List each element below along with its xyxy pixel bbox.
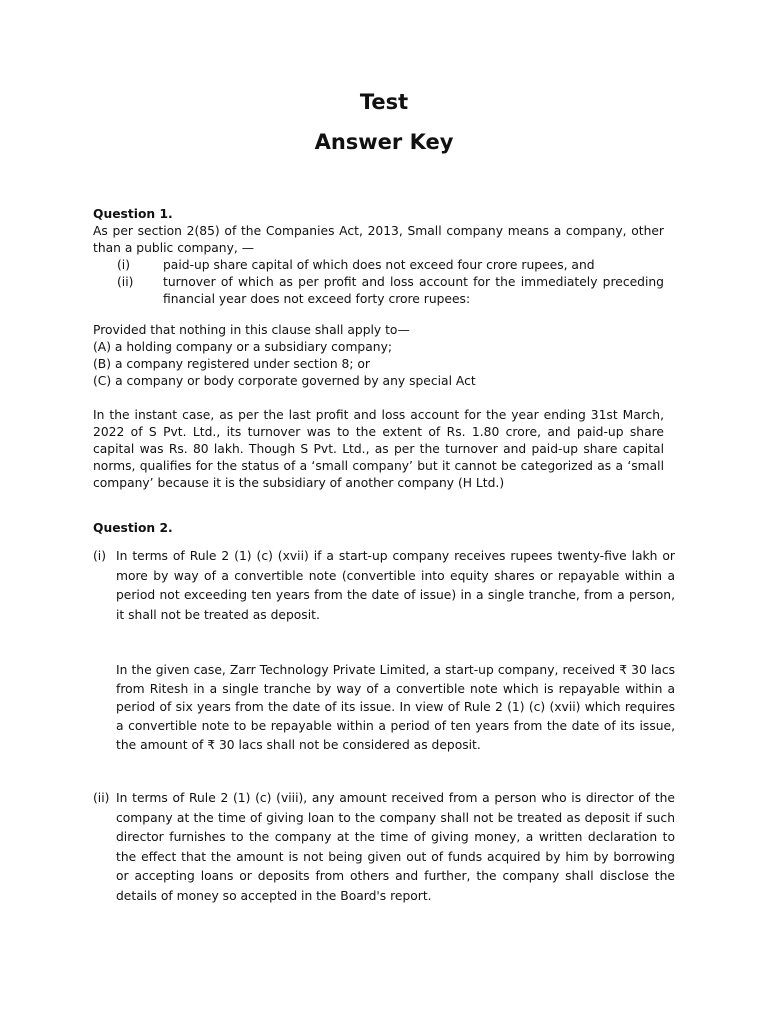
question-1 — [93, 206, 664, 308]
document-title: Test — [359, 90, 409, 114]
proviso-intro: Provided that nothing in this clause shall apply to— — [93, 323, 410, 337]
question-2-heading: Question 2. — [93, 521, 173, 535]
clause-row — [93, 274, 664, 308]
clause-row — [93, 257, 664, 274]
question-2-part-i — [93, 547, 675, 625]
clause-text: paid-up share capital of which does not exceed four crore rupees, and — [163, 258, 595, 272]
proviso — [93, 322, 664, 390]
clause-text: turnover of which as per profit and loss account for the immediately preceding financial year does not exceed forty crore rupees: — [163, 275, 664, 306]
part-number: (ii) — [93, 791, 110, 805]
clause-number: (ii) — [117, 275, 134, 289]
document-subtitle: Answer Key — [314, 130, 454, 154]
question-1-heading: Question 1. — [93, 207, 173, 221]
part-number: (i) — [93, 549, 107, 563]
question-1-intro: As per section 2(85) of the Companies Act, 2013, Small company means a company, other than a public company, — — [93, 224, 664, 255]
part-text: In terms of Rule 2 (1) (c) (viii), any amount received from a person who is director of the company at the time of giving loan to the company shall not be treated as deposit if such director furnishes to the company at the time of giving money, a written declaration to the effect that the amount is not being given out of funds acquired by him by borrowing or accepting loans or deposits from others and further, the company shall disclose the details of money so accepted in the Board's report. — [116, 791, 675, 903]
proviso-item: (A) a holding company or a subsidiary company; — [93, 340, 392, 354]
proviso-item: (C) a company or body corporate governed by any special Act — [93, 374, 476, 388]
clause-number: (i) — [117, 258, 131, 272]
question-2-part-ii — [93, 789, 675, 906]
question-1-analysis: In the instant case, as per the last profit and loss account for the year ending 31st March, 2022 of S Pvt. Ltd., its turnover was to the extent of Rs. 1.80 crore, and paid-up share capital was Rs. 80 lakh. Though S Pvt. Ltd., as per the turnover and paid-up share capital norms, qualifies for the status of a ‘small company’ but it cannot be categorized as a ‘small company’ because it is the subsidiary of another company (H Ltd.) — [93, 408, 664, 490]
part-text: In terms of Rule 2 (1) (c) (xvii) if a start-up company receives rupees twenty-five lakh or more by way of a convertible note (convertible into equity shares or repayable within a period not exceeding ten years from the date of issue) in a single tranche, from a person, it shall not be treated as deposit. — [116, 549, 675, 622]
question-2-part-i-application: In the given case, Zarr Technology Private Limited, a start-up company, received ₹ 30 lacs from Ritesh in a single tranche by way of a convertible note which is repayable within a period of six years from the date of its issue. In view of Rule 2 (1) (c) (xvii) which requires a convertible note to be repayable within a period of ten years from the date of its issue, the amount of ₹ 30 lacs shall not be considered as deposit. — [116, 663, 675, 752]
proviso-item: (B) a company registered under section 8; or — [93, 357, 370, 371]
